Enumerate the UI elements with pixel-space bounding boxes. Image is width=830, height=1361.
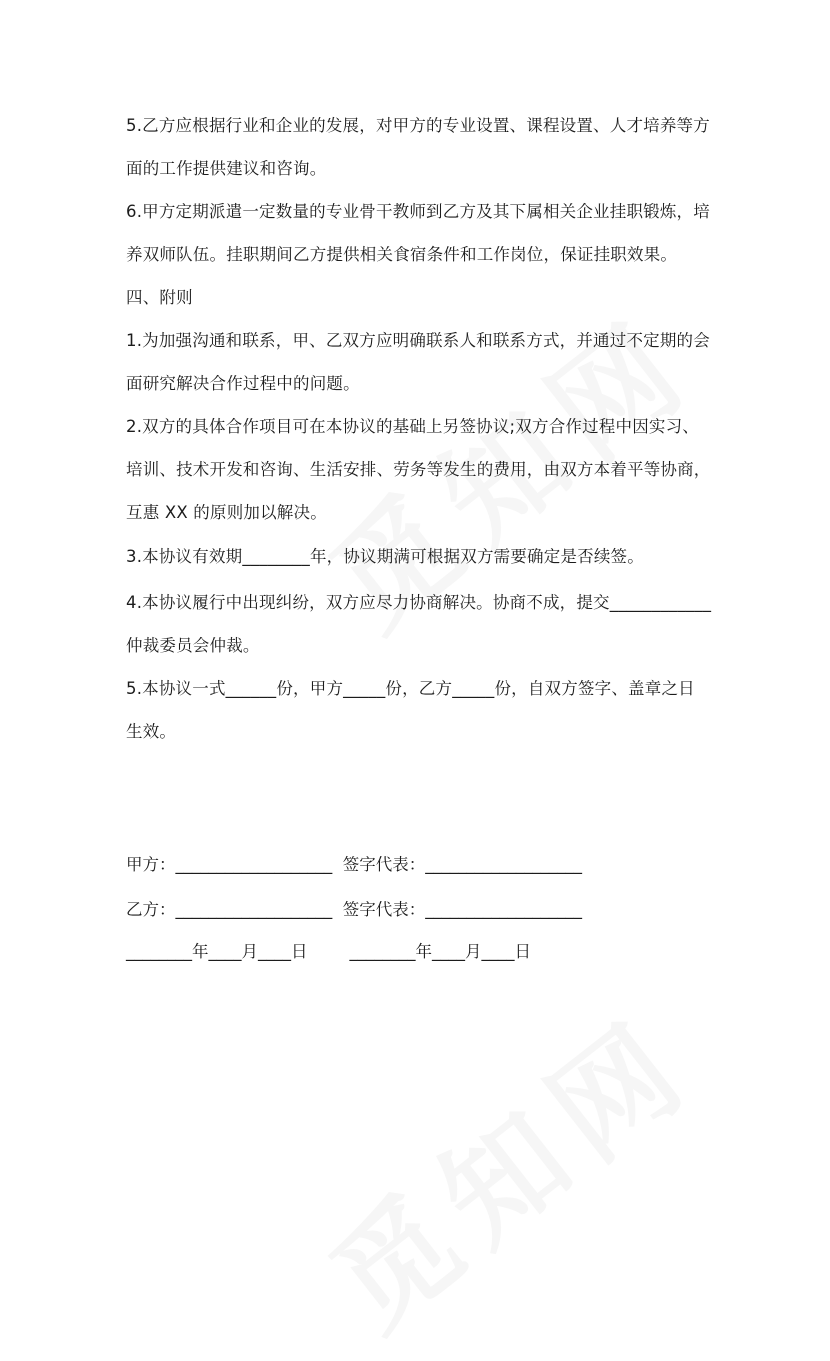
text-line: 6.甲方定期派遣一定数量的专业骨干教师到乙方及其下属相关企业挂职锻炼，培 [126,202,710,221]
appendix-clause-5 [126,667,712,753]
text-line: 互惠 XX 的原则加以解决。 [126,503,327,522]
appendix-clause-1 [126,319,712,405]
text-line: 5.乙方应根据行业和企业的发展，对甲方的专业设置、课程设置、人才培养等方 [126,116,710,135]
watermark-bottom [291,971,723,1361]
heading-text: 四、附则 [126,288,193,307]
text-line: 5.本协议一式______份，甲方_____份，乙方_____份，自双方签字、盖章之日 [126,679,695,698]
text-line: 仲裁委员会仲裁。 [126,636,260,655]
text-line: 养双师队伍。挂职期间乙方提供相关食宿条件和工作岗位，保证挂职效果。 [126,245,678,264]
signature-dates: ________年____月____日 ________年____月____日 [126,942,531,961]
text-line: 培训、技术开发和咨询、生活安排、劳务等发生的费用，由双方本着平等协商， [126,460,711,479]
clause-6 [126,190,712,276]
text-line: 4.本协议履行中出现纠纷，双方应尽力协商解决。协商不成，提交____________ [126,593,712,612]
text-line: 2.双方的具体合作项目可在本协议的基础上另签协议;双方合作过程中因实习、 [126,417,700,436]
text-line: 面研究解决合作过程中的问题。 [126,374,360,393]
appendix-clause-2 [126,405,712,534]
text-line: 生效。 [126,722,177,741]
text-line: 面的工作提供建议和咨询。 [126,159,327,178]
signature-party-b: 乙方：___________________ 签字代表：___________________ [126,900,582,919]
section-heading-appendix [126,276,712,319]
appendix-clause-3 [126,535,712,578]
text-line: 1.为加强沟通和联系，甲、乙双方应明确联系人和联系方式，并通过不定期的会 [126,331,710,350]
text-line: 3.本协议有效期________年，协议期满可根据双方需要确定是否续签。 [126,547,644,566]
signature-party-a: 甲方：___________________ 签字代表：___________________ [126,855,582,874]
clause-5 [126,104,712,190]
watermark-text [306,990,719,1356]
appendix-clause-4 [126,581,712,667]
